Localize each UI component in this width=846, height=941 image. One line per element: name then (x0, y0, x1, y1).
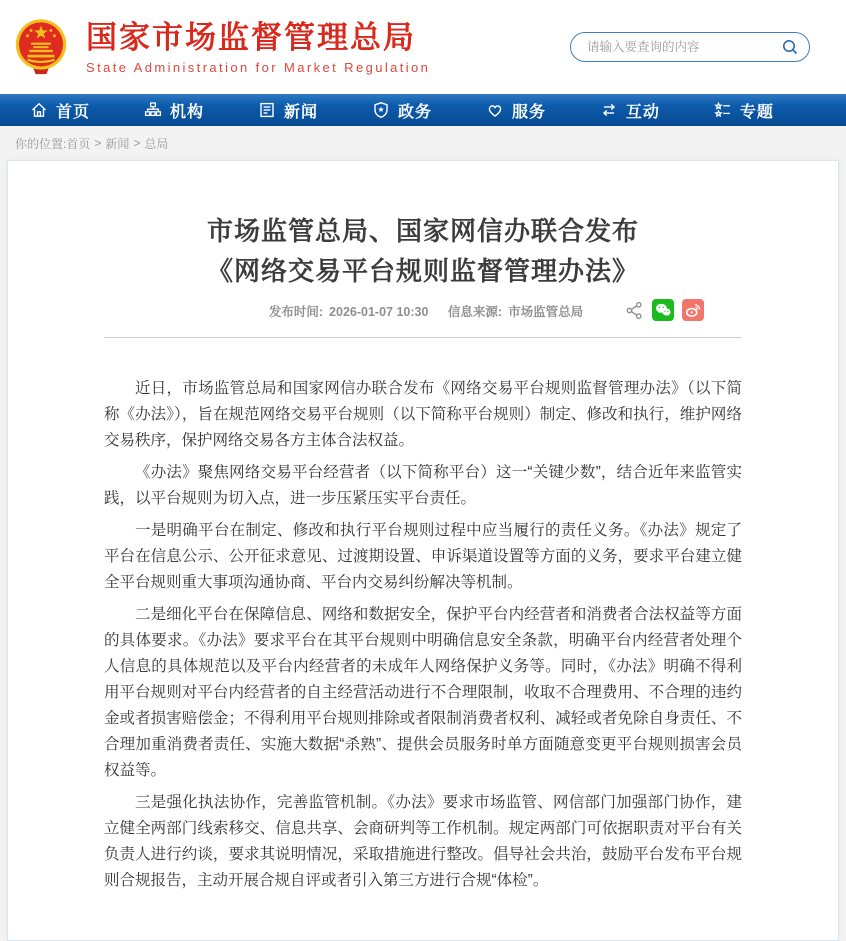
meta-divider (104, 337, 742, 338)
news-icon (258, 101, 276, 119)
search-button[interactable] (781, 38, 799, 56)
nav-item-topics[interactable]: 专题 (714, 99, 774, 122)
article-body (104, 376, 742, 940)
nav-item-news[interactable]: 新闻 (258, 99, 318, 122)
share-icon (625, 301, 644, 320)
national-emblem-icon (14, 17, 68, 79)
heart-icon (486, 101, 504, 119)
publish-time-value: 2026-01-07 10:30 (329, 305, 429, 319)
home-icon (30, 101, 48, 119)
article-title-line2: 《网络交易平台规则监督管理办法》 (206, 256, 639, 286)
site-logo[interactable] (14, 15, 430, 79)
article-paragraph: 《办法》聚焦网络交易平台经营者（以下简称平台）这一“关键少数”，结合近年来监管实践，以平台规则为切入点，进一步压紧压实平台责任。 (104, 464, 742, 507)
article-paragraph: 近日，市场监管总局和国家网信办联合发布《网络交易平台规则监督管理办法》（以下简称《办法》），旨在规范网络交易平台规则（以下简称平台规则）制定、修改和执行，维护网络交易秩序，保护网络交易各方主体合法权益。 (104, 380, 742, 449)
article-paragraph: 三是强化执法协作，完善监管机制。《办法》要求市场监管、网信部门加强部门协作，建立健全两部门线索移交、信息共享、会商研判等工作机制。规定两部门可依据职责对平台有关负责人进行约谈，要求其说明情况，采取措施进行整改。倡导社会共治，鼓励平台发布平台规则合规报告，主动开展合规自评或者引入第三方进行合规“体检”。 (104, 794, 742, 889)
breadcrumb-prefix: 你的位置: (15, 136, 67, 151)
share-weibo-button[interactable] (682, 299, 704, 321)
nav-item-government[interactable]: 政务 (372, 99, 432, 122)
nav-item-interaction[interactable]: 互动 (600, 99, 660, 122)
share-wechat-button[interactable] (652, 299, 674, 321)
article-panel (7, 160, 839, 941)
search-icon (781, 38, 799, 56)
article-title (104, 211, 742, 291)
share-button[interactable] (625, 301, 644, 320)
search-box (570, 32, 810, 62)
share-bar (625, 299, 704, 321)
main-nav (0, 94, 846, 126)
source-value: 市场监管总局 (508, 305, 584, 319)
article-paragraph: 一是明确平台在制定、修改和执行平台规则过程中应当履行的责任义务。《办法》规定了平台在信息公示、公开征求意见、过渡期设置、申诉渠道设置等方面的义务，要求平台建立健全平台规则重大事项沟通协商、平台内交易纠纷解决等机制。 (104, 522, 742, 591)
exchange-arrows-icon (600, 101, 618, 119)
nav-item-organization[interactable]: 机构 (144, 99, 204, 122)
site-title: 国家市场监督管理总局 (86, 19, 416, 55)
source-label: 信息来源: (447, 305, 503, 319)
wechat-icon (652, 299, 674, 321)
article-paragraph: 二是细化平台在保障信息、网络和数据安全，保护平台内经营者和消费者合法权益等方面的具体要求。《办法》要求平台在其平台规则中明确信息安全条款，明确平台内经营者处理个人信息的具体规范以及平台内经营者的未成年人网络保护义务等。同时，《办法》明确不得利用平台规则对平台内经营者的自主经营活动进行不合理限制，收取不合理费用、不合理的违约金或者损害赔偿金；不得利用平台规则排除或者限制消费者权利、减轻或者免除自身责任、不合理加重消费者责任、实施大数据“杀熟”、提供会员服务时单方面随意变更平台规则损害会员权益等。 (104, 606, 742, 779)
site-subtitle: State Administration for Market Regulation (86, 59, 431, 75)
site-header (0, 0, 846, 94)
article-meta (104, 301, 742, 323)
search-input[interactable] (585, 39, 781, 55)
breadcrumb-item-home[interactable]: 首页 (66, 136, 91, 151)
weibo-icon (682, 299, 704, 321)
nav-item-services[interactable]: 服务 (486, 99, 546, 122)
organization-icon (144, 101, 162, 119)
publish-time-label: 发布时间: (268, 305, 324, 319)
breadcrumb: 你的位置: 首页 > 新闻 > 总局 (15, 136, 169, 151)
breadcrumb-item-news[interactable]: 新闻 (105, 136, 130, 151)
star-list-icon (714, 101, 732, 119)
article-title-line1: 市场监管总局、国家网信办联合发布 (206, 216, 639, 246)
nav-item-home[interactable]: 首页 (30, 99, 90, 122)
government-affairs-icon (372, 101, 390, 119)
breadcrumb-item-bureau[interactable]: 总局 (144, 136, 169, 151)
